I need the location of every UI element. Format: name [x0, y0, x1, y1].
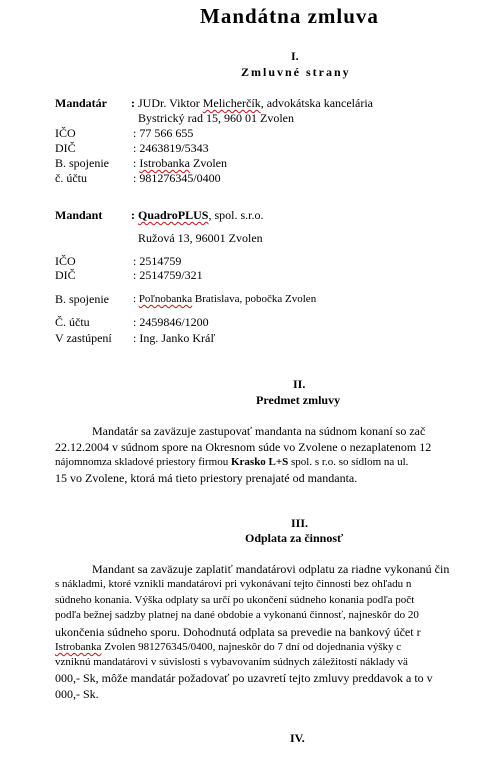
- odplata-line-5: ukončenia súdneho sporu. Dohodnutá odplata sa prevedie na bankový účet r: [55, 625, 421, 639]
- odplata-bank-name: Istrobanka: [55, 641, 102, 653]
- mandatar-label: Mandatár: [55, 96, 107, 110]
- mandant-address: Ružová 13, 96001 Zvolen: [138, 231, 263, 245]
- mandatar-dic: : 2463819/5343: [133, 141, 209, 155]
- section-4-number: IV.: [290, 731, 305, 745]
- odplata-line-7: vzniknú mandatárovi v súvislosti s vybavovaním súdnych záležitostí náklady vä: [55, 656, 408, 668]
- odplata-line-6: Istrobanka Zvolen 981276345/0400, najneskôr do 7 dní od dojednania výšky c: [55, 641, 402, 653]
- krasko-firm-name: Krasko L+S: [230, 456, 289, 468]
- mandatar-ico-label: IČO: [55, 126, 76, 140]
- mandatar-address: Bystrický rad 15, 960 01 Zvolen: [138, 111, 294, 125]
- mandatar-ico: : 77 566 655: [133, 126, 194, 140]
- mandatar-name-suffix: , advokátska kancelária: [260, 96, 373, 110]
- mandant-name: : QuadroPLUS, spol. s.r.o.: [131, 208, 264, 222]
- mandant-dic-label: DIČ: [55, 268, 76, 282]
- document-title: Mandátna zmluva: [200, 4, 379, 28]
- odplata-line-3: súdneho konania. Výška odplaty sa určí po ukončení súdneho konania podľa počt: [55, 594, 415, 606]
- mandant-bank-label: B. spojenie: [55, 292, 109, 306]
- mandatar-dic-label: DIČ: [55, 141, 76, 155]
- mandatar-bank-label: B. spojenie: [55, 156, 109, 170]
- mandant-company-name: QuadroPLUS: [138, 208, 209, 222]
- section-1-number: I.: [291, 49, 299, 63]
- mandant-ico-label: IČO: [55, 254, 76, 268]
- section-3-title: Odplata za činnosť: [245, 531, 344, 545]
- mandant-representative: : Ing. Janko Kráľ: [133, 331, 216, 345]
- mandatar-name-prefix: JUDr. Viktor: [138, 96, 203, 110]
- predmet-line-3: nájomnomza skladové priestory firmou Krasko L+S spol. s r.o. so sídlom na ul.: [55, 456, 409, 468]
- mandatar-surname: Melicherčík: [202, 96, 261, 110]
- section-3-number: III.: [291, 516, 309, 530]
- mandant-ico: : 2514759: [133, 254, 182, 268]
- predmet-line-4: 15 vo Zvolene, ktorá má tieto priestory prenajaté od mandanta.: [55, 471, 358, 485]
- odplata-line-8: 000,- Sk, môže mandatár požadovať po uzavretí tejto zmluvy preddavok a to v: [55, 671, 433, 685]
- mandant-account-label: Č. účtu: [55, 315, 90, 329]
- mandant-bank-name: Poľnobanka: [138, 293, 193, 305]
- section-2-title: Predmet zmluvy: [256, 393, 341, 407]
- mandant-dic: : 2514759/321: [133, 268, 203, 282]
- mandant-label: Mandant: [55, 208, 103, 222]
- mandatar-bank: : Istrobanka Zvolen: [133, 156, 227, 170]
- section-1-title: Zmluvné strany: [241, 65, 351, 79]
- predmet-line-1: Mandatár sa zaväzuje zastupovať mandanta na súdnom konaní so zač: [92, 424, 426, 438]
- mandant-representative-label: V zastúpení: [55, 331, 112, 345]
- mandatar-account: : 981276345/0400: [133, 171, 221, 185]
- mandatar-name: : JUDr. Viktor Melicherčík, advokátska kancelária: [131, 96, 373, 110]
- odplata-line-2: s nákladmi, ktoré vznikli mandatárovi pri vykonávaní tejto činnosti bez ohľadu n: [55, 578, 412, 590]
- mandatar-account-label: č. účtu: [55, 171, 87, 185]
- mandant-bank: : Poľnobanka Bratislava, pobočka Zvolen: [133, 293, 317, 305]
- odplata-line-4: podľa bežnej sadzby platnej na dané obdobie a vykonanú činnosť, najneskôr do 20: [55, 609, 419, 621]
- odplata-line-1: Mandant sa zaväzuje zaplatiť mandatárovi odplatu za riadne vykonanú čin: [92, 562, 450, 576]
- section-2-number: II.: [293, 377, 306, 391]
- mandatar-bank-name: Istrobanka: [139, 156, 190, 170]
- predmet-line-2: 22.12.2004 v súdnom spore na Okresnom súde vo Zvolene o nezaplatenom 12: [55, 440, 432, 454]
- mandant-account: : 2459846/1200: [133, 315, 209, 329]
- odplata-line-9: 000,- Sk.: [55, 687, 99, 701]
